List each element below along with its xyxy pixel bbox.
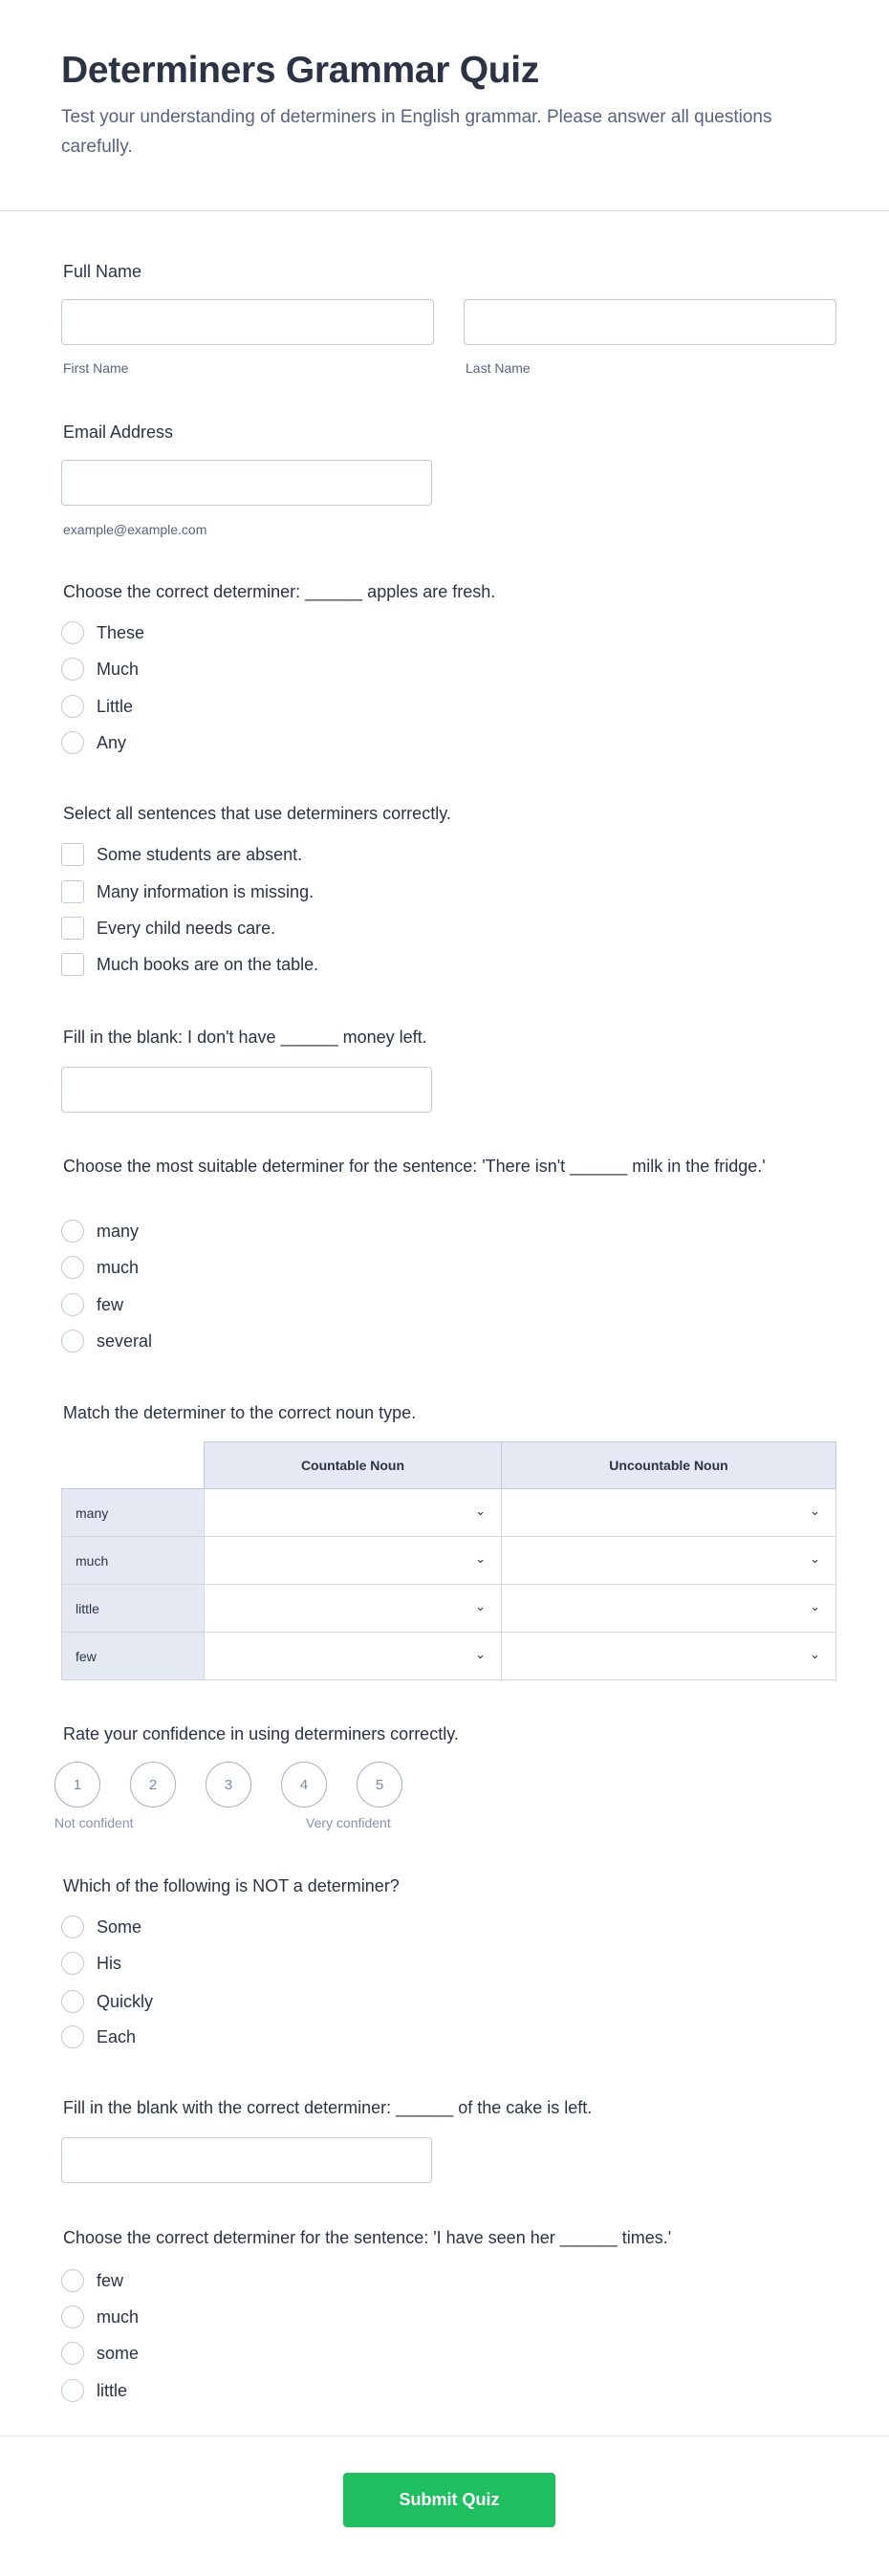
- q9-option[interactable]: [61, 2378, 127, 2403]
- q7-label: Which of the following is NOT a determiner?: [63, 1876, 400, 1895]
- checkbox[interactable]: [61, 953, 84, 976]
- page-description: Test your understanding of determiners in English grammar. Please answer all questions carefully.: [61, 107, 772, 157]
- radio-button[interactable]: [61, 1916, 84, 1938]
- q3-label: Fill in the blank: I don't have ______ money left.: [63, 1028, 427, 1047]
- matrix-dropdown[interactable]: [502, 1537, 836, 1585]
- matrix-column-header: Uncountable Noun: [502, 1442, 836, 1489]
- radio-button[interactable]: [61, 658, 84, 681]
- rating-min-label: Not confident: [54, 1815, 134, 1830]
- option-label: Some: [97, 1916, 142, 1937]
- email-input[interactable]: [61, 460, 432, 506]
- radio-button[interactable]: [61, 2379, 84, 2402]
- q2-label: Select all sentences that use determiners correctly.: [63, 804, 451, 823]
- q8-answer-input[interactable]: [61, 2137, 432, 2183]
- q4-option[interactable]: [61, 1292, 123, 1317]
- option-label: Much books are on the table.: [97, 954, 319, 974]
- q1-option[interactable]: [61, 620, 144, 645]
- header-divider: [0, 210, 889, 211]
- email-label: Email Address: [63, 422, 174, 442]
- option-label: Any: [97, 732, 127, 752]
- chevron-down-icon: ⌄: [810, 1599, 820, 1613]
- q4-option[interactable]: [61, 1219, 139, 1244]
- matrix-row-label: little: [62, 1585, 205, 1633]
- submit-button[interactable]: Submit Quiz: [343, 2473, 555, 2527]
- matrix-row-label: few: [62, 1633, 205, 1680]
- radio-button[interactable]: [61, 695, 84, 718]
- chevron-down-icon: ⌄: [810, 1647, 820, 1661]
- radio-button[interactable]: [61, 731, 84, 754]
- matrix-row-label: much: [62, 1537, 205, 1585]
- full-name-label: Full Name: [63, 262, 142, 281]
- matrix-row: [62, 1585, 836, 1633]
- option-label: Each: [97, 2026, 137, 2046]
- q1-option[interactable]: [61, 657, 139, 682]
- matrix-dropdown[interactable]: [205, 1585, 502, 1633]
- q2-option[interactable]: [61, 842, 302, 867]
- first-name-sublabel: First Name: [63, 360, 129, 376]
- q8-label: Fill in the blank with the correct determiner: ______ of the cake is left.: [63, 2098, 593, 2117]
- rating-option-3[interactable]: 3: [206, 1762, 251, 1808]
- first-name-input[interactable]: [61, 299, 434, 345]
- radio-button[interactable]: [61, 2269, 84, 2292]
- chevron-down-icon: ⌄: [810, 1551, 820, 1566]
- option-label: many: [97, 1221, 140, 1241]
- option-label: Many information is missing.: [97, 881, 314, 901]
- q4-option[interactable]: [61, 1255, 139, 1280]
- q9-option[interactable]: [61, 2305, 139, 2329]
- matrix-dropdown[interactable]: [205, 1537, 502, 1585]
- option-label: Some students are absent.: [97, 844, 303, 864]
- matrix-row-label: many: [62, 1489, 205, 1537]
- option-label: several: [97, 1331, 153, 1351]
- page-title: Determiners Grammar Quiz: [61, 50, 539, 91]
- q1-option[interactable]: [61, 730, 126, 755]
- rating-max-label: Very confident: [306, 1815, 391, 1830]
- q9-label: Choose the correct determiner for the sentence: 'I have seen her ______ times.': [63, 2228, 672, 2247]
- option-label: much: [97, 1257, 140, 1277]
- matrix-row: [62, 1537, 836, 1585]
- radio-button[interactable]: [61, 1990, 84, 2013]
- q5-label: Match the determiner to the correct noun type.: [63, 1403, 417, 1422]
- radio-button[interactable]: [61, 1220, 84, 1243]
- option-label: some: [97, 2343, 140, 2363]
- option-label: much: [97, 2306, 140, 2327]
- q1-label: Choose the correct determiner: ______ apples are fresh.: [63, 582, 496, 601]
- last-name-input[interactable]: [464, 299, 836, 345]
- option-label: His: [97, 1953, 121, 1973]
- chevron-down-icon: ⌄: [475, 1504, 486, 1518]
- option-label: These: [97, 622, 145, 642]
- matrix-table: [61, 1441, 836, 1680]
- checkbox[interactable]: [61, 843, 84, 866]
- radio-button[interactable]: [61, 1952, 84, 1975]
- q9-option[interactable]: [61, 2268, 123, 2293]
- chevron-down-icon: ⌄: [475, 1647, 486, 1661]
- checkbox[interactable]: [61, 880, 84, 903]
- option-label: Little: [97, 696, 134, 716]
- q1-option[interactable]: [61, 694, 133, 719]
- rating-option-5[interactable]: 5: [357, 1762, 402, 1808]
- radio-button[interactable]: [61, 1330, 84, 1353]
- matrix-dropdown[interactable]: [502, 1489, 836, 1537]
- q7-option[interactable]: [61, 1951, 121, 1976]
- option-label: few: [97, 2270, 124, 2290]
- option-label: Much: [97, 659, 140, 679]
- chevron-down-icon: ⌄: [810, 1504, 820, 1518]
- matrix-dropdown[interactable]: [502, 1585, 836, 1633]
- q9-option[interactable]: [61, 2341, 139, 2366]
- q7-option[interactable]: [61, 1915, 141, 1939]
- q2-option[interactable]: [61, 952, 318, 977]
- option-label: Quickly: [97, 1991, 154, 2011]
- matrix-dropdown[interactable]: [205, 1489, 502, 1537]
- option-label: Every child needs care.: [97, 918, 276, 938]
- chevron-down-icon: ⌄: [475, 1599, 486, 1613]
- chevron-down-icon: ⌄: [475, 1551, 486, 1566]
- radio-button[interactable]: [61, 1256, 84, 1279]
- matrix-row: [62, 1633, 836, 1680]
- q7-option[interactable]: [61, 1989, 153, 2014]
- checkbox[interactable]: [61, 917, 84, 940]
- option-label: few: [97, 1294, 124, 1314]
- matrix-column-header: Countable Noun: [205, 1442, 502, 1489]
- radio-button[interactable]: [61, 1293, 84, 1316]
- q2-option[interactable]: [61, 879, 314, 904]
- email-sublabel: example@example.com: [63, 522, 207, 537]
- q2-option[interactable]: [61, 916, 275, 941]
- radio-button[interactable]: [61, 621, 84, 644]
- matrix-dropdown[interactable]: [502, 1633, 836, 1680]
- q4-label: Choose the most suitable determiner for the sentence: 'There isn't ______ milk in the fridge.': [63, 1157, 766, 1176]
- radio-button[interactable]: [61, 2342, 84, 2365]
- footer-divider: [0, 2435, 889, 2436]
- last-name-sublabel: Last Name: [466, 360, 531, 376]
- q6-label: Rate your confidence in using determiners correctly.: [63, 1724, 459, 1743]
- q7-option[interactable]: [61, 2024, 136, 2049]
- rating-option-2[interactable]: 2: [130, 1762, 176, 1808]
- radio-button[interactable]: [61, 2305, 84, 2328]
- q4-option[interactable]: [61, 1329, 152, 1353]
- rating-option-1[interactable]: 1: [54, 1762, 100, 1808]
- matrix-dropdown[interactable]: [205, 1633, 502, 1680]
- rating-option-4[interactable]: 4: [281, 1762, 327, 1808]
- matrix-row: [62, 1489, 836, 1537]
- q3-answer-input[interactable]: [61, 1067, 432, 1113]
- option-label: little: [97, 2380, 128, 2400]
- matrix-corner: [62, 1442, 205, 1489]
- radio-button[interactable]: [61, 2025, 84, 2048]
